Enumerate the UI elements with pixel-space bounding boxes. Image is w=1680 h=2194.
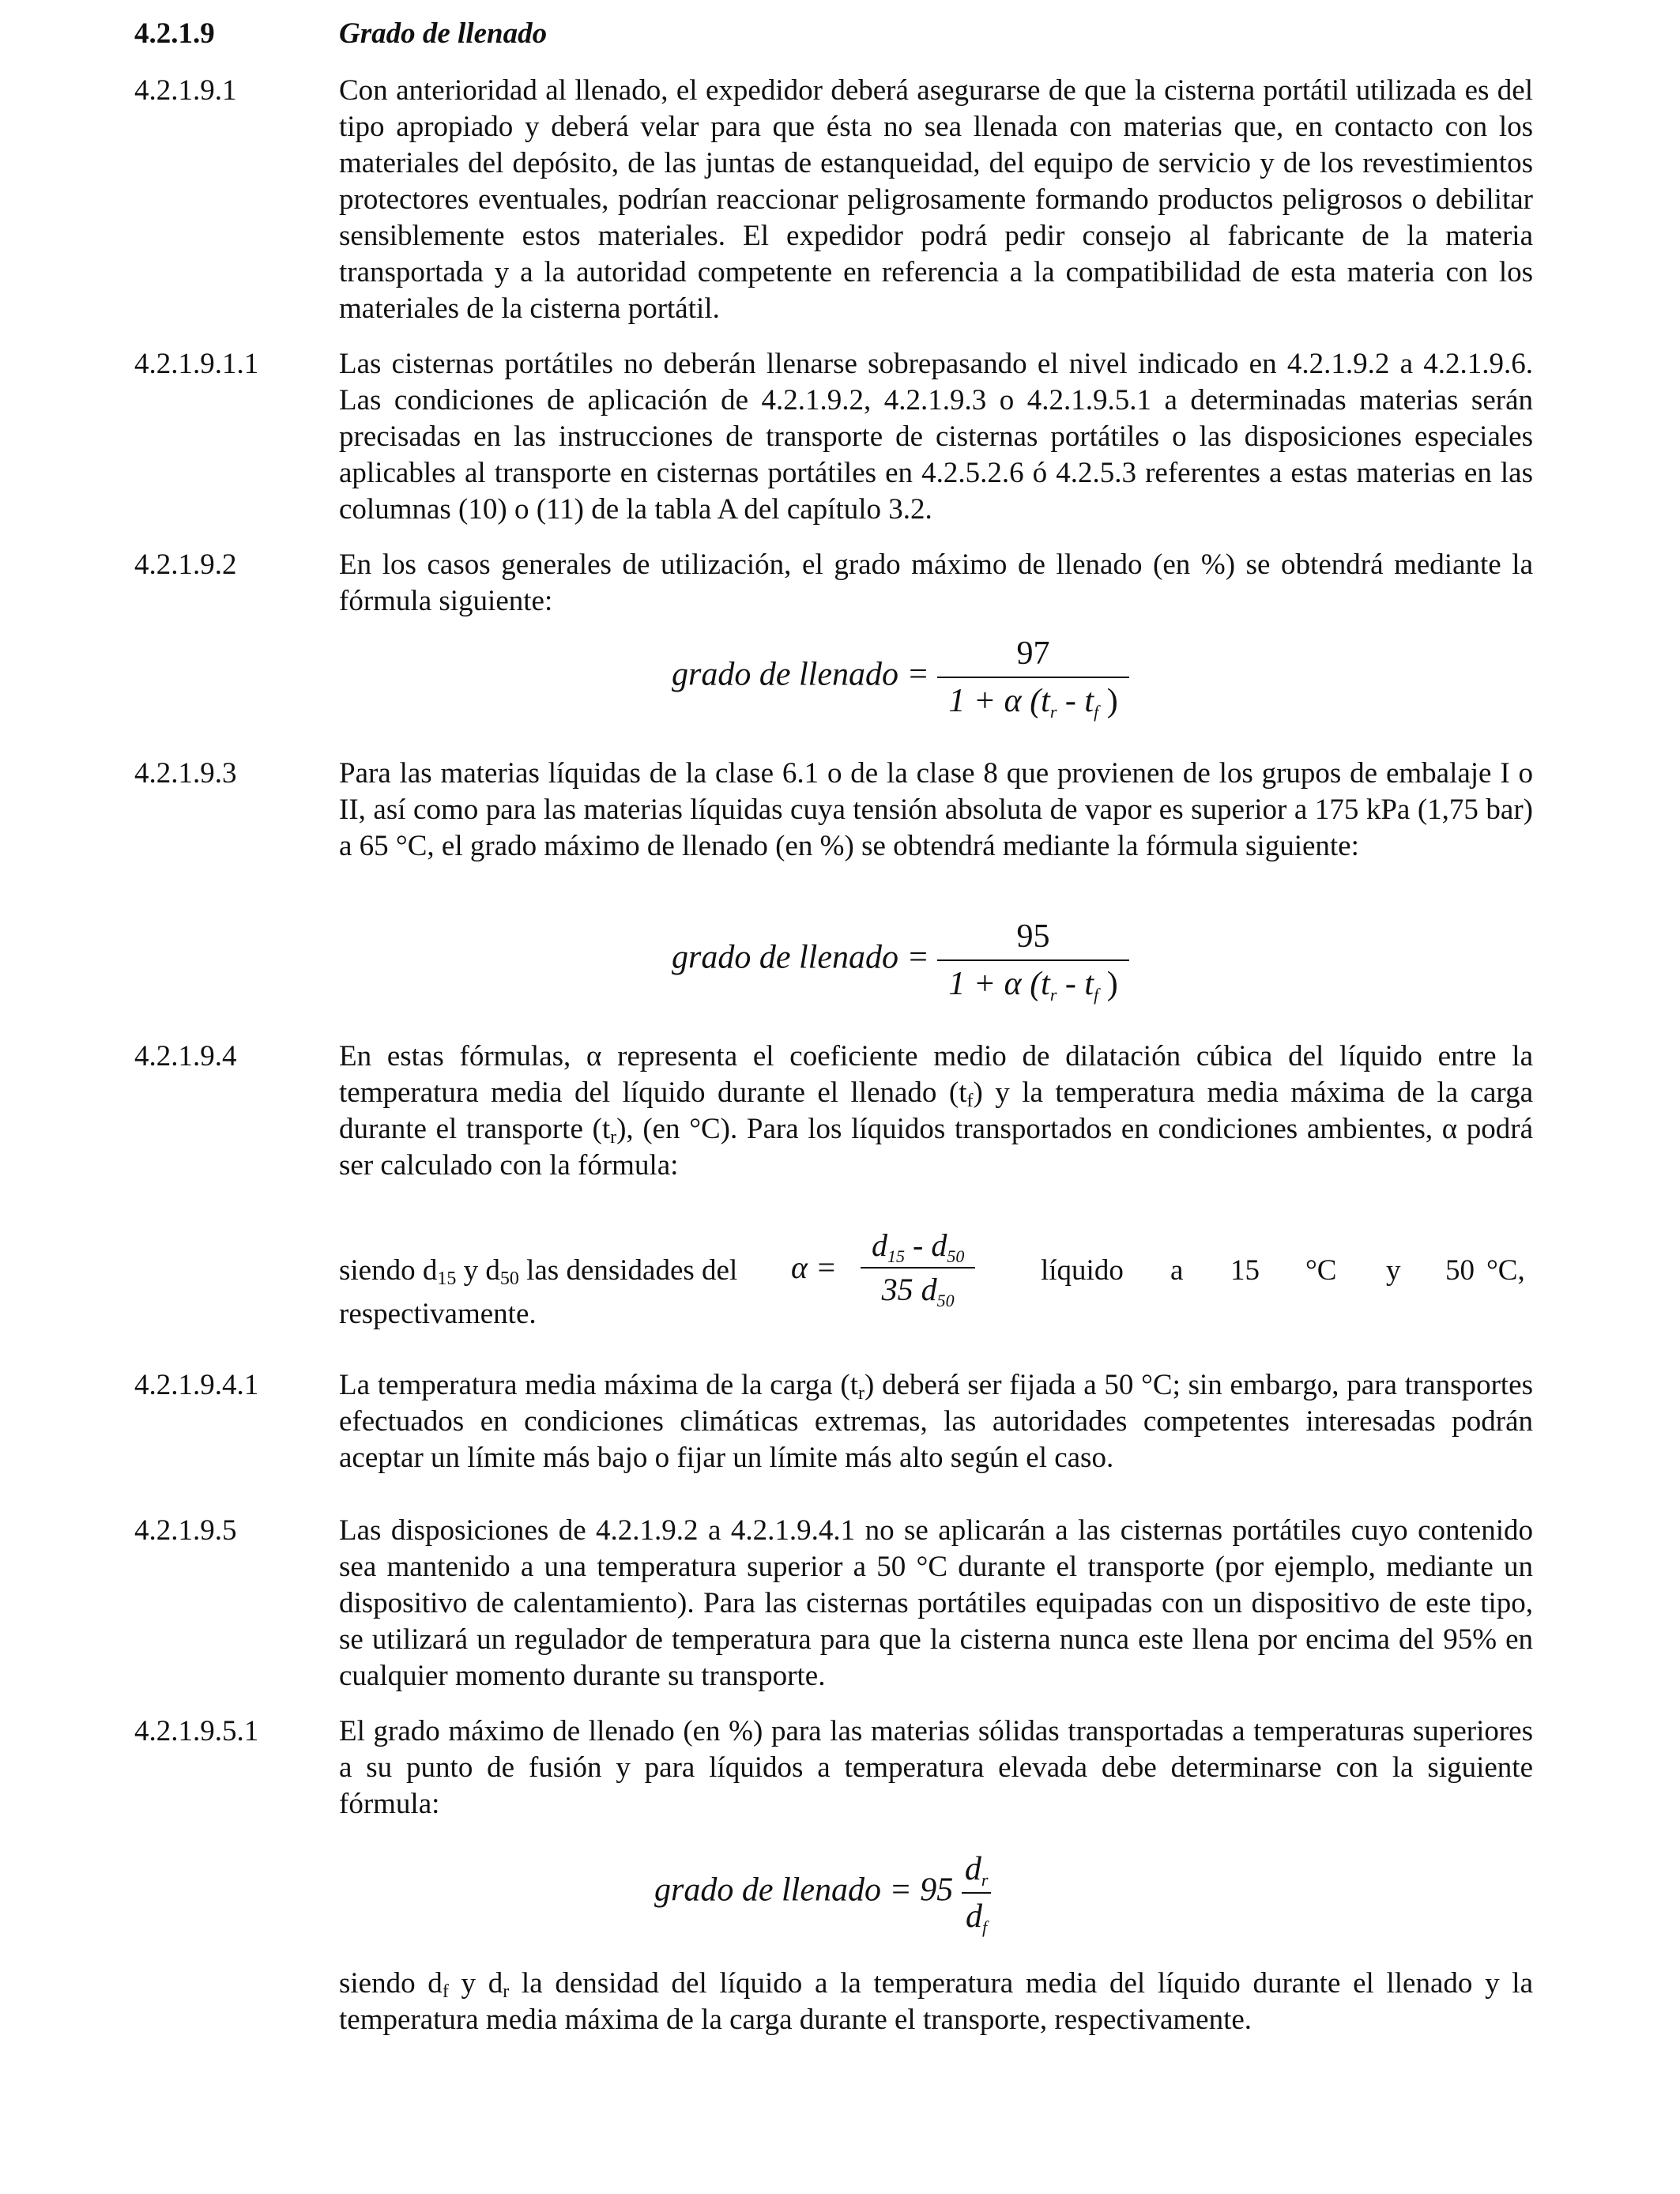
denominator: $d_f$ bbox=[966, 1898, 988, 1937]
formula-lhs: grado de llenado = bbox=[672, 656, 929, 693]
formula-lhs: grado de llenado = bbox=[672, 939, 929, 976]
closing-paragraph bbox=[134, 1966, 1533, 2038]
section-number: 4.2.1.9.1 bbox=[134, 74, 237, 107]
formula-lhs: grado de llenado = 95 bbox=[654, 1872, 954, 1909]
fraction bbox=[962, 1849, 992, 1936]
section-number: 4.2.1.9 bbox=[134, 17, 215, 50]
alpha-post-word: 50 bbox=[1445, 1254, 1475, 1287]
fraction bbox=[937, 917, 1128, 1004]
formula-fill-97 bbox=[672, 634, 1129, 721]
paragraph-4-2-1-9-1 bbox=[134, 73, 1533, 327]
alpha-post-word: y bbox=[1386, 1254, 1401, 1287]
paragraph-4-2-1-9-5-1 bbox=[134, 1713, 1533, 1823]
paragraph-text: siendo $d_f$ y $d_r$ la densidad del líquido a la temperatura media del líquido durante el llenado y la temperatura media máxima de la carga durante el transporte, respectivamente. bbox=[339, 1967, 1534, 2036]
paragraph-text: La temperatura media máxima de la carga $(t_r)$ deberá ser fijada a 50 °C; sin embargo, para transportes efectuados en condiciones climáticas extremas, las autoridades competentes interesadas podrán aceptar un límite más bajo o fijar un límite más alto según el caso. bbox=[339, 1369, 1533, 1474]
alpha-post-word: °C bbox=[1305, 1254, 1337, 1287]
alpha-post-word: °C, bbox=[1486, 1254, 1525, 1287]
paragraph-4-2-1-9-2 bbox=[134, 547, 1533, 620]
numerator: $d_r$ bbox=[962, 1849, 992, 1894]
alpha-post-word: líquido bbox=[1041, 1254, 1124, 1287]
paragraph-text: El grado máximo de llenado (en %) para las materias sólidas transportadas a temperaturas superiores a su punto de fusión y para líquidos a temperatura elevada debe determinarse con la siguiente fórmula: bbox=[339, 1715, 1533, 1820]
section-number: 4.2.1.9.1.1 bbox=[134, 348, 259, 380]
paragraph-4-2-1-9-5 bbox=[134, 1513, 1533, 1695]
section-number: 4.2.1.9.2 bbox=[134, 548, 237, 581]
section-title: Grado de llenado bbox=[339, 17, 548, 50]
alpha-fraction bbox=[861, 1227, 975, 1308]
formula-fill-density bbox=[654, 1849, 991, 1936]
alpha-denominator: 35 $d_{50}$ bbox=[881, 1272, 955, 1310]
section-number: 4.2.1.9.3 bbox=[134, 757, 237, 790]
alpha-lhs: α = bbox=[791, 1250, 837, 1285]
paragraph-text: Con anterioridad al llenado, el expedidor deberá asegurarse de que la cisterna portátil utilizada es del tipo apropiado y deberá velar para que ésta no sea llenada con materias que, en contacto con los materiales del depósito, de las juntas de estanqueidad, del equipo de servicio y de los revestimientos protectores eventuales, podrían reaccionar peligrosamente formando productos peligrosos o debilitar sensiblemente estos materiales. El expedidor podrá pedir consejo al fabricante de la materia transportada y a la autoridad competente en referencia a la compatibilidad de esta materia con los materiales de la cisterna portátil. bbox=[339, 74, 1533, 325]
paragraph-text: Las disposiciones de 4.2.1.9.2 a 4.2.1.9.4.1 no se aplicarán a las cisternas portátiles cuyo contenido sea mantenido a una temperatura superior a 50 °C durante el transporte (por ejemplo, mediante un dispositivo de calentamiento). Para las cisternas portátiles equipadas con un dispositivo de este tipo, se utilizará un regulador de temperatura para que la cisterna nunca este llena por encima del 95% en cualquier momento durante su transporte. bbox=[339, 1514, 1533, 1692]
paragraph-4-2-1-9-3 bbox=[134, 756, 1533, 865]
denominator: 1 + α ($t_r - t_f$ ) bbox=[948, 966, 1118, 1005]
paragraph-text: Para las materias líquidas de la clase 6.1 o de la clase 8 que provienen de los grupos de embalaje I o II, así como para las materias líquidas cuya tensión absoluta de vapor es superior a 175 kPa (1,75 bar) a 65 °C, el grado máximo de llenado (en %) se obtendrá mediante la fórmula siguiente: bbox=[339, 757, 1533, 862]
fraction bbox=[937, 634, 1128, 721]
formula-fill-95 bbox=[672, 917, 1129, 1004]
alpha-post-word: 15 bbox=[1230, 1254, 1260, 1287]
paragraph-text: En los casos generales de utilización, el grado máximo de llenado (en %) se obtendrá mediante la fórmula siguiente: bbox=[339, 548, 1533, 617]
alpha-formula-line bbox=[339, 1227, 1533, 1310]
paragraph-text: Las cisternas portátiles no deberán llenarse sobrepasando el nivel indicado en 4.2.1.9.2 a 4.2.1.9.6. Las condiciones de aplicación de 4.2.1.9.2, 4.2.1.9.3 o 4.2.1.9.5.1 a determinadas materias serán precisadas en las instrucciones de transporte de cisternas portátiles o las disposiciones especiales aplicables al transporte en cisternas portátiles en 4.2.5.2.6 ó 4.2.5.3 referentes a estas materias en las columnas (10) o (11) de la tabla A del capítulo 3.2. bbox=[339, 348, 1533, 526]
section-number: 4.2.1.9.5.1 bbox=[134, 1715, 259, 1747]
alpha-line2: respectivamente. bbox=[339, 1298, 537, 1330]
section-number: 4.2.1.9.4 bbox=[134, 1040, 237, 1072]
paragraph-4-2-1-9-4-1 bbox=[134, 1367, 1533, 1476]
numerator: 97 bbox=[937, 634, 1128, 678]
numerator: 95 bbox=[937, 917, 1128, 961]
paragraph-4-2-1-9-1-1 bbox=[134, 346, 1533, 528]
alpha-numerator: $d_{15} - d_{50}$ bbox=[861, 1227, 975, 1269]
denominator: 1 + α ($t_r - t_f$ ) bbox=[948, 683, 1118, 722]
paragraph-4-2-1-9-4 bbox=[134, 1039, 1533, 1184]
section-number: 4.2.1.9.5 bbox=[134, 1514, 237, 1547]
paragraph-text: En estas fórmulas, α representa el coeficiente medio de dilatación cúbica del líquido entre la temperatura media del líquido durante el llenado $(t_f)$ y la temperatura media máxima de la carga durante el transporte $(t_r)$, (en °C). Para los líquidos transportados en condiciones ambientes, α podrá ser calculado con la fórmula: bbox=[339, 1040, 1534, 1182]
section-number: 4.2.1.9.4.1 bbox=[134, 1369, 259, 1401]
alpha-pre-text: siendo $d_{15}$ y $d_{50}$ las densidades del bbox=[339, 1254, 738, 1289]
section-heading bbox=[134, 16, 1533, 52]
alpha-post-word: a bbox=[1170, 1254, 1184, 1287]
